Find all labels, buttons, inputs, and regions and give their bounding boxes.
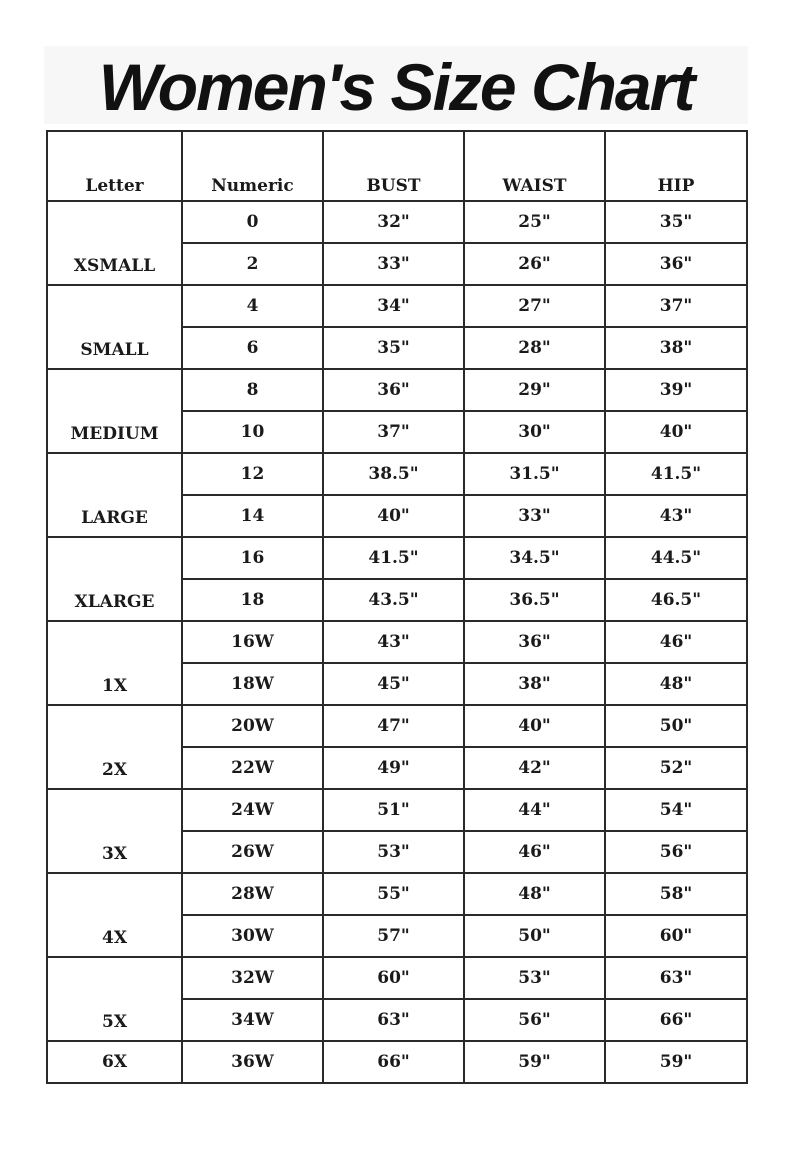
hip-cell: 46"	[605, 621, 747, 663]
hip-cell: 48"	[605, 663, 747, 705]
hip-cell: 50"	[605, 705, 747, 747]
letter-size-cell: XSMALL	[47, 201, 182, 285]
numeric-cell: 24W	[182, 789, 323, 831]
hip-cell: 52"	[605, 747, 747, 789]
table-row	[47, 285, 747, 327]
bust-cell: 57"	[323, 915, 464, 957]
table-row	[47, 537, 747, 579]
hip-cell: 54"	[605, 789, 747, 831]
waist-cell: 48"	[464, 873, 605, 915]
header-hip: HIP	[605, 131, 747, 201]
hip-cell: 63"	[605, 957, 747, 999]
header-numeric: Numeric	[182, 131, 323, 201]
letter-size-cell: 1X	[47, 621, 182, 705]
bust-cell: 36"	[323, 369, 464, 411]
header-bust: BUST	[323, 131, 464, 201]
letter-size-cell: 3X	[47, 789, 182, 873]
bust-cell: 41.5"	[323, 537, 464, 579]
bust-cell: 47"	[323, 705, 464, 747]
bust-cell: 60"	[323, 957, 464, 999]
bust-cell: 40"	[323, 495, 464, 537]
numeric-cell: 32W	[182, 957, 323, 999]
hip-cell: 44.5"	[605, 537, 747, 579]
hip-cell: 37"	[605, 285, 747, 327]
waist-cell: 38"	[464, 663, 605, 705]
waist-cell: 31.5"	[464, 453, 605, 495]
table-row	[47, 789, 747, 831]
waist-cell: 28"	[464, 327, 605, 369]
numeric-cell: 18	[182, 579, 323, 621]
hip-cell: 36"	[605, 243, 747, 285]
waist-cell: 27"	[464, 285, 605, 327]
bust-cell: 63"	[323, 999, 464, 1041]
numeric-cell: 8	[182, 369, 323, 411]
letter-size-cell: SMALL	[47, 285, 182, 369]
page-title: Women's Size Chart	[98, 50, 694, 124]
table-row	[47, 369, 747, 411]
header-row	[47, 131, 747, 201]
bust-cell: 35"	[323, 327, 464, 369]
numeric-cell: 34W	[182, 999, 323, 1041]
table-row	[47, 1041, 747, 1083]
header-waist: WAIST	[464, 131, 605, 201]
hip-cell: 56"	[605, 831, 747, 873]
table-row	[47, 453, 747, 495]
numeric-cell: 12	[182, 453, 323, 495]
letter-size-cell: MEDIUM	[47, 369, 182, 453]
bust-cell: 43.5"	[323, 579, 464, 621]
size-chart-table	[46, 130, 748, 1084]
letter-size-cell: LARGE	[47, 453, 182, 537]
bust-cell: 38.5"	[323, 453, 464, 495]
hip-cell: 43"	[605, 495, 747, 537]
numeric-cell: 30W	[182, 915, 323, 957]
bust-cell: 55"	[323, 873, 464, 915]
hip-cell: 66"	[605, 999, 747, 1041]
waist-cell: 46"	[464, 831, 605, 873]
waist-cell: 59"	[464, 1041, 605, 1083]
hip-cell: 40"	[605, 411, 747, 453]
numeric-cell: 2	[182, 243, 323, 285]
hip-cell: 58"	[605, 873, 747, 915]
waist-cell: 36.5"	[464, 579, 605, 621]
numeric-cell: 18W	[182, 663, 323, 705]
header-letter: Letter	[47, 131, 182, 201]
numeric-cell: 36W	[182, 1041, 323, 1083]
numeric-cell: 16W	[182, 621, 323, 663]
bust-cell: 33"	[323, 243, 464, 285]
waist-cell: 25"	[464, 201, 605, 243]
bust-cell: 49"	[323, 747, 464, 789]
waist-cell: 44"	[464, 789, 605, 831]
size-table-body	[47, 201, 747, 1083]
letter-size-cell: 4X	[47, 873, 182, 957]
bust-cell: 45"	[323, 663, 464, 705]
waist-cell: 42"	[464, 747, 605, 789]
table-row	[47, 201, 747, 243]
bust-cell: 51"	[323, 789, 464, 831]
letter-size-cell: 5X	[47, 957, 182, 1041]
table-row	[47, 705, 747, 747]
numeric-cell: 10	[182, 411, 323, 453]
bust-cell: 37"	[323, 411, 464, 453]
waist-cell: 53"	[464, 957, 605, 999]
numeric-cell: 0	[182, 201, 323, 243]
numeric-cell: 6	[182, 327, 323, 369]
waist-cell: 29"	[464, 369, 605, 411]
letter-size-cell: 6X	[47, 1041, 182, 1083]
numeric-cell: 20W	[182, 705, 323, 747]
waist-cell: 56"	[464, 999, 605, 1041]
waist-cell: 50"	[464, 915, 605, 957]
table-row	[47, 621, 747, 663]
table-row	[47, 873, 747, 915]
numeric-cell: 28W	[182, 873, 323, 915]
waist-cell: 40"	[464, 705, 605, 747]
numeric-cell: 22W	[182, 747, 323, 789]
numeric-cell: 4	[182, 285, 323, 327]
numeric-cell: 26W	[182, 831, 323, 873]
hip-cell: 35"	[605, 201, 747, 243]
bust-cell: 32"	[323, 201, 464, 243]
hip-cell: 59"	[605, 1041, 747, 1083]
waist-cell: 26"	[464, 243, 605, 285]
waist-cell: 30"	[464, 411, 605, 453]
hip-cell: 38"	[605, 327, 747, 369]
table-row	[47, 957, 747, 999]
numeric-cell: 14	[182, 495, 323, 537]
bust-cell: 43"	[323, 621, 464, 663]
letter-size-cell: XLARGE	[47, 537, 182, 621]
hip-cell: 46.5"	[605, 579, 747, 621]
bust-cell: 66"	[323, 1041, 464, 1083]
waist-cell: 33"	[464, 495, 605, 537]
bust-cell: 53"	[323, 831, 464, 873]
hip-cell: 39"	[605, 369, 747, 411]
waist-cell: 34.5"	[464, 537, 605, 579]
bust-cell: 34"	[323, 285, 464, 327]
numeric-cell: 16	[182, 537, 323, 579]
waist-cell: 36"	[464, 621, 605, 663]
hip-cell: 41.5"	[605, 453, 747, 495]
hip-cell: 60"	[605, 915, 747, 957]
letter-size-cell: 2X	[47, 705, 182, 789]
